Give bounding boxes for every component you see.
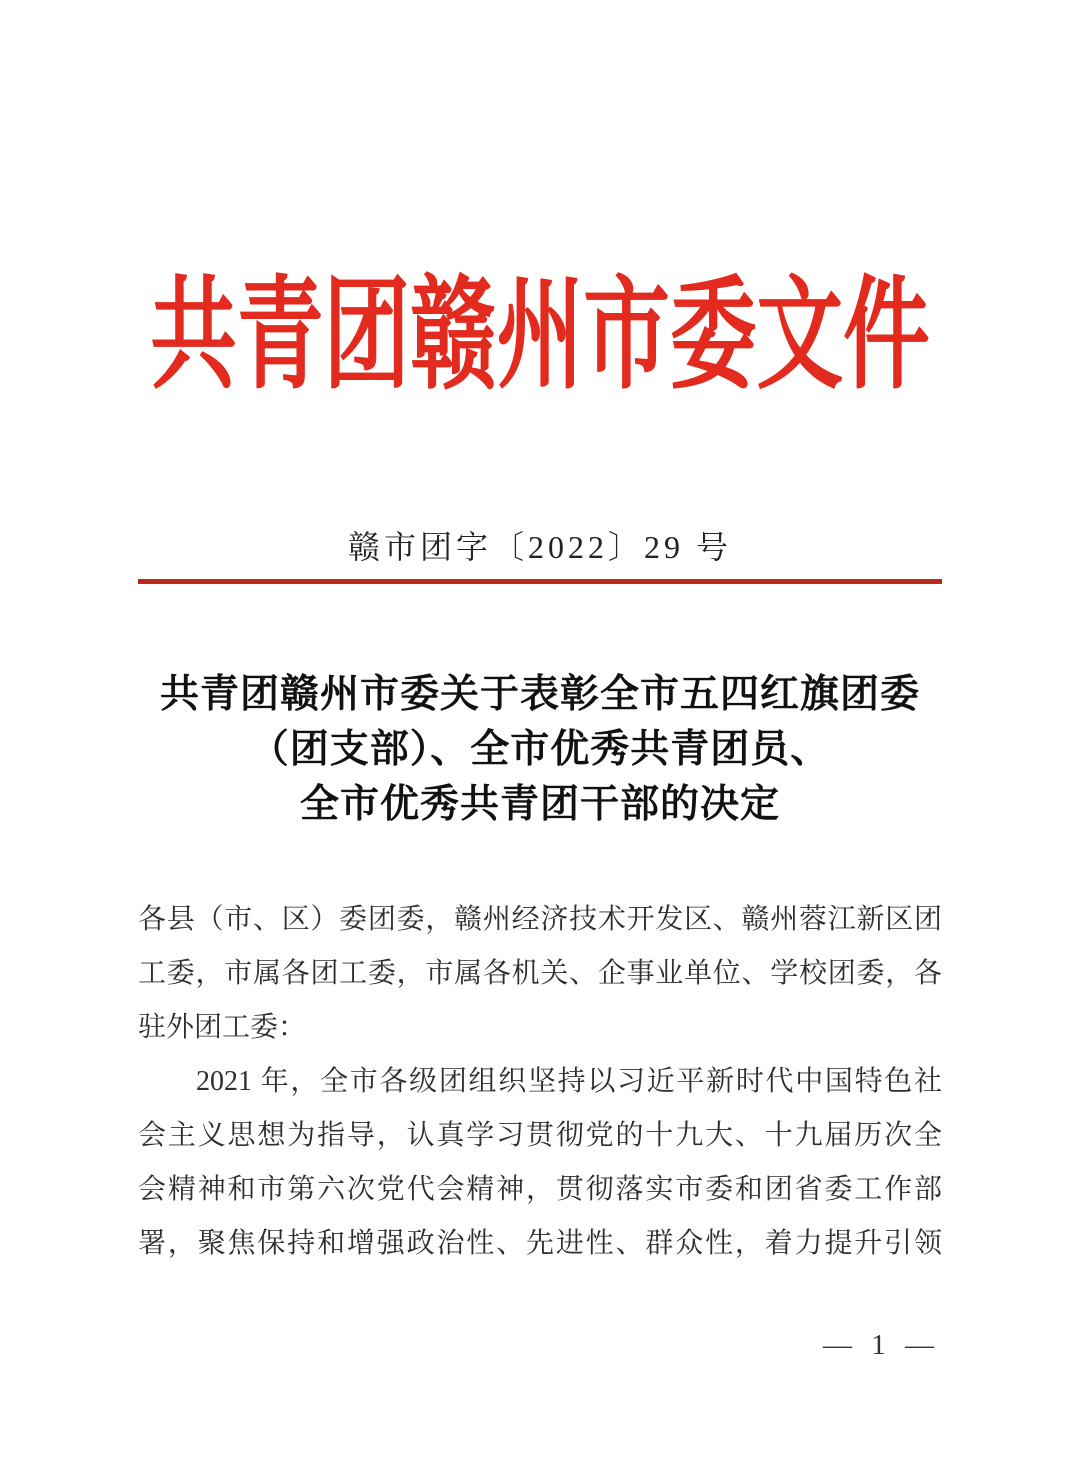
document-title: [0, 667, 1080, 832]
red-header-title: 共青团赣州市委文件: [150, 269, 930, 404]
document-title-line: 共青团赣州市委关于表彰全市五四红旗团委: [159, 673, 920, 716]
body-line: 工委，市属各团工委，市属各机关、企事业单位、学校团委，各: [138, 958, 942, 989]
body-line: 驻外团工委：: [138, 1012, 307, 1043]
body-line: 2021 年，全市各级团组织坚持以习近平新时代中国特色社: [196, 1066, 942, 1097]
body-line: 署，聚焦保持和增强政治性、先进性、群众性，着力提升引领: [138, 1228, 942, 1259]
red-header-banner: [0, 269, 1080, 404]
page-number: — 1 —: [823, 1329, 940, 1361]
document-title-line: 全市优秀共青团干部的决定: [299, 783, 780, 826]
document-body: [138, 893, 942, 1271]
body-line: 会主义思想为指导，认真学习贯彻党的十九大、十九届历次全: [138, 1120, 942, 1151]
document-title-line: （团支部）、全市优秀共青团员、: [249, 728, 831, 771]
body-line: 会精神和市第六次党代会精神，贯彻落实市委和团省委工作部: [138, 1174, 942, 1205]
body-line: 各县（市、区）委团委，赣州经济技术开发区、赣州蓉江新区团: [138, 904, 942, 935]
document-number: 赣市团字〔2022〕29 号: [347, 529, 732, 565]
red-divider-line: [138, 579, 942, 584]
